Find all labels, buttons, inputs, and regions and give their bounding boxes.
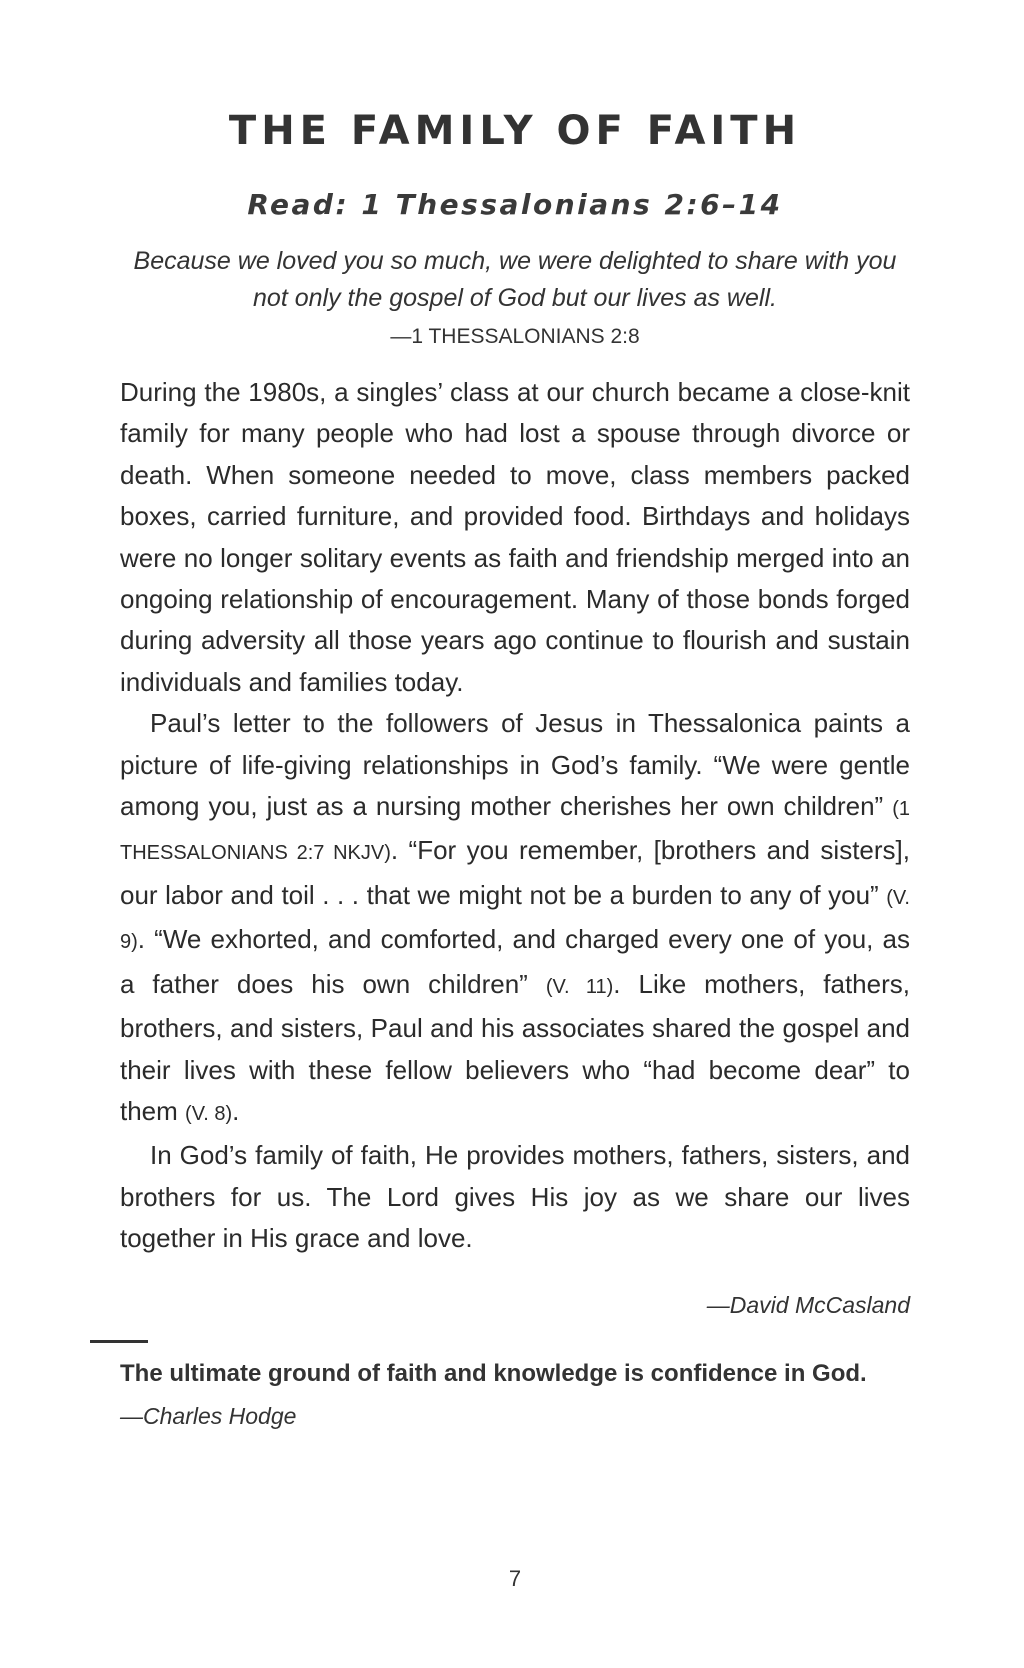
paragraph-2-text-3: . “We exhorted, and comforted, and charged every one of you, as a father does his own children” xyxy=(120,924,910,999)
thought-author: —Charles Hodge xyxy=(120,1403,297,1429)
devotional-body xyxy=(120,372,910,1260)
key-verse-reference: —1 THESSALONIANS 2:8 xyxy=(390,325,640,348)
author-signature: —David McCasland xyxy=(706,1292,910,1318)
paragraph-2-text-1: Paul’s letter to the followers of Jesus in Thessalonica paints a picture of life-giving relationships in God’s family. “We were gentle among you, just as a nursing mother cherishes her own children” xyxy=(120,708,910,822)
scripture-citation: (1 THESSALONIANS 2:7 NKJV) xyxy=(120,798,910,865)
scripture-citation: (V. 11) xyxy=(545,975,614,998)
body-paragraph-1: During the 1980s, a singles’ class at our church became a close-knit family for many people who had lost a spouse through divorce or death. When someone needed to move, class members packed boxes, carried furniture, and provided food. Birthdays and holidays were no longer solitary events as faith and friendship merged into an ongoing relationship of encouragement. Many of those bonds forged during adversity all those years ago continue to flourish and sustain individuals and families today. xyxy=(120,377,910,697)
page-title: THE FAMILY OF FAITH xyxy=(228,108,802,154)
body-paragraph-2 xyxy=(120,703,910,1135)
reading-reference: Read: 1 Thessalonians 2:6–14 xyxy=(247,188,783,221)
scripture-citation: (V. 8) xyxy=(185,1102,233,1125)
body-paragraph-3: In God’s family of faith, He provides mothers, fathers, sisters, and brothers for us. The Lord gives His joy as we share our lives together in His grace and love. xyxy=(120,1140,910,1254)
paragraph-2-text-4: . Like mothers, fathers, brothers, and sisters, Paul and his associates shared the gospel and their lives with these fellow believers who “had become dear” to them xyxy=(120,968,910,1126)
page-number: 7 xyxy=(508,1566,522,1591)
thought-quote: The ultimate ground of faith and knowledge is confidence in God. xyxy=(120,1360,867,1387)
paragraph-2-text-5: . xyxy=(232,1095,240,1126)
scripture-citation: (V. 9) xyxy=(120,886,910,954)
key-verse: Because we loved you so much, we were delighted to share with you not only the gospel of God but our lives as well. xyxy=(133,247,897,312)
paragraph-2-text-2: . “For you remember, [brothers and sisters], our labor and toil . . . that we might not be a burden to any of you” xyxy=(120,835,910,910)
divider xyxy=(90,1340,148,1343)
